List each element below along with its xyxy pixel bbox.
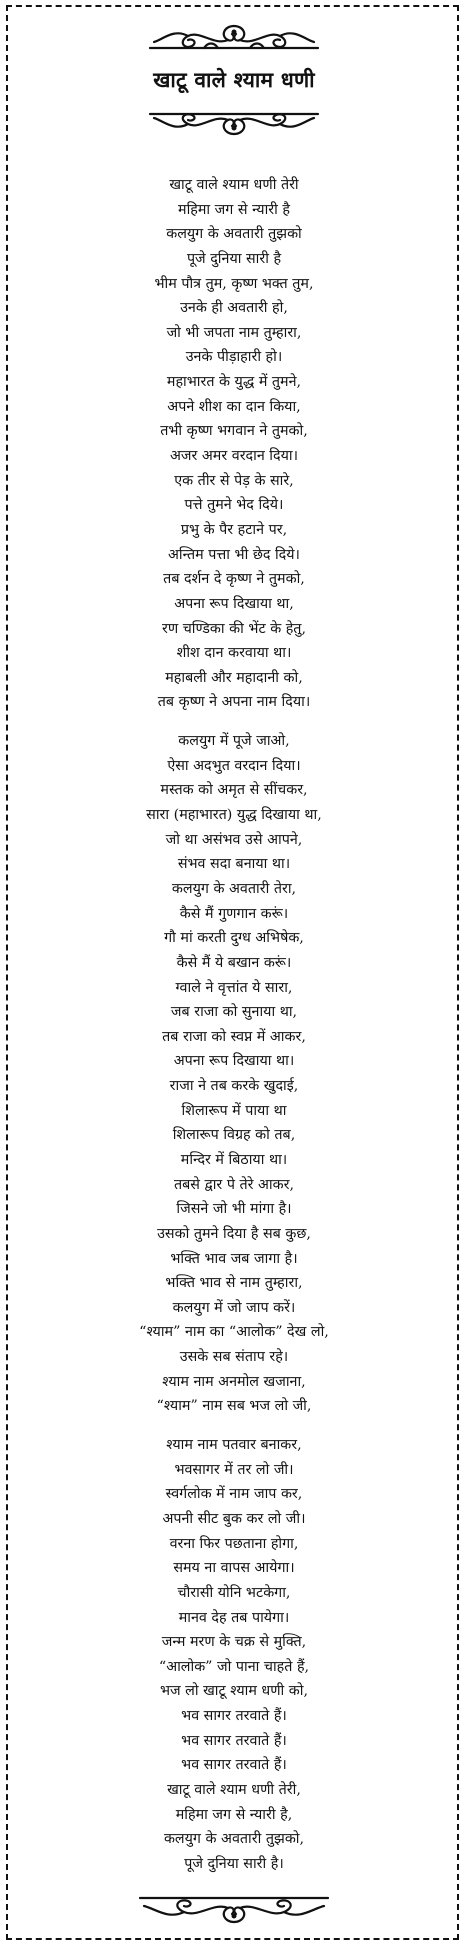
poem-line: पूजे दुनिया सारी है — [186, 250, 282, 267]
poem-line: एक तीर से पेड़ के सारे, — [174, 472, 294, 489]
poem-line: राजा ने तब करके खुदाई, — [169, 1078, 299, 1095]
poem-line: प्रभु के पैर हटाने पर, — [180, 521, 288, 538]
poem-line: श्याम नाम अनमोल खजाना, — [162, 1373, 306, 1390]
poem-line: कलयुग के अवतारी तुझको — [166, 226, 302, 243]
poem-line: भव सागर तरवाते हैं। — [181, 1708, 287, 1725]
poem-line: ऐसा अदभुत वरदान दिया। — [167, 757, 301, 774]
poem-line: शीश दान करवाया था। — [176, 645, 292, 662]
poem-line: खाटू वाले श्याम धणी तेरी, — [167, 1782, 301, 1798]
poem-line: अपनी सीट बुक कर लो जी। — [162, 1510, 306, 1527]
poem-line: भक्ति भाव से नाम तुम्हारा, — [165, 1275, 303, 1292]
poem-line: तबसे द्वार पे तेरे आकर, — [173, 1176, 295, 1193]
poem-line: पूजे दुनिया सारी है। — [184, 1855, 284, 1872]
poem-line: जो भी जपता नाम तुम्हारा, — [166, 324, 302, 341]
poem-line: “श्याम” नाम का “आलोक” देख लो, — [139, 1324, 329, 1341]
poem-body — [0, 173, 468, 1877]
poem-line: सारा (महाभारत) युद्ध दिखाया था, — [146, 807, 322, 824]
poem-line: महाबली और महादानी को, — [165, 669, 303, 686]
poem-line: महिमा जग से न्यारी है, — [175, 1806, 293, 1823]
poem-line: तभी कृष्ण भगवान ने तुमको, — [160, 423, 308, 440]
poem-line: कैसे मैं ये बखान करूं। — [176, 954, 292, 971]
poem-line: कैसे मैं गुणगान करूं। — [179, 905, 289, 922]
poem-line: मन्दिर में बिठाया था। — [180, 1151, 288, 1168]
poem-line: तब राजा को स्वप्न में आकर, — [162, 1028, 306, 1045]
top-flourish-ornament — [0, 20, 468, 56]
title-underline-flourish-ornament — [0, 110, 468, 138]
poem-line: भव सागर तरवाते हैं। — [181, 1757, 287, 1774]
poem-line: संभव सदा बनाया था। — [177, 856, 291, 873]
poem-line: श्याम नाम पतवार बनाकर, — [166, 1437, 302, 1454]
poem-line: मस्तक को अमृत से सींचकर, — [160, 782, 308, 799]
poem-line: भवसागर में तर लो जी। — [174, 1461, 294, 1478]
poem-line: खाटू वाले श्याम धणी तेरी — [169, 177, 299, 193]
poem-line: उनके ही अवतारी हो, — [180, 300, 288, 317]
poem-line: भीम पौत्र तुम, कृष्ण भक्त तुम, — [154, 275, 314, 292]
poem-line: पत्ते तुमने भेद दिये। — [184, 497, 284, 514]
poem-line: जब राजा को सुनाया था, — [170, 1004, 298, 1021]
poem-line: उसके सब संताप रहे। — [179, 1349, 289, 1366]
poem-line: कलयुग में पूजे जाओ, — [178, 733, 290, 750]
poem-line: भव सागर तरवाते हैं। — [181, 1732, 287, 1749]
poem-line: उसको तुमने दिया है सब कुछ, — [157, 1225, 311, 1242]
poem-line: रण चण्डिका की भेंट के हेतु, — [161, 620, 306, 637]
poem-line: अपने शीश का दान किया, — [167, 398, 301, 415]
poem-line: स्वर्गलोक में नाम जाप कर, — [165, 1486, 303, 1503]
poem-line: गौ मां करती दुग्ध अभिषेक, — [164, 930, 304, 947]
poem-line: अपना रूप दिखाया था। — [173, 1053, 295, 1070]
poem-line: कलयुग के अवतारी तुझको, — [163, 1831, 305, 1848]
poem-line: भक्ति भाव जब जागा है। — [170, 1250, 298, 1267]
poem-line: महाभारत के युद्ध में तुमने, — [166, 374, 302, 391]
poem-line: कलयुग में जो जाप करें। — [172, 1299, 296, 1316]
poem-line: जन्म मरण के चक्र से मुक्ति, — [161, 1634, 307, 1651]
poem-line: चौरासी योनि भटकेगा, — [177, 1584, 291, 1601]
poem-line: “श्याम” नाम सब भज लो जी, — [156, 1398, 312, 1415]
poem-line: शिलारूप में पाया था — [181, 1102, 287, 1119]
stanza-3 — [0, 1433, 468, 1877]
poem-line: अन्तिम पत्ता भी छेद दिये। — [168, 546, 300, 563]
poem-line: जिसने जो भी मांगा है। — [176, 1201, 292, 1218]
page-title: खाटू वाले श्याम धणी — [153, 67, 315, 92]
poem-line: ग्वाले ने वृत्तांत ये सारा, — [175, 979, 293, 996]
poem-line: उनके पीड़ाहारी हो। — [185, 349, 283, 366]
poem-line: समय ना वापस आयेगा। — [173, 1560, 295, 1577]
poem-line: मानव देह तब पायेगा। — [178, 1609, 290, 1626]
poem-line: शिलारूप विग्रह को तब, — [172, 1127, 296, 1144]
stanza-2 — [0, 729, 468, 1419]
poem-line: जो था असंभव उसे आपने, — [165, 831, 303, 848]
bottom-flourish-ornament — [0, 1892, 468, 1928]
poem-line: भज लो खाटू श्याम धणी को, — [159, 1683, 309, 1700]
stanza-1 — [0, 173, 468, 715]
poem-line: वरना फिर पछताना होगा, — [169, 1535, 299, 1552]
poem-line: अजर अमर वरदान दिया। — [169, 448, 299, 465]
poem-line: तब कृष्ण ने अपना नाम दिया। — [157, 694, 311, 711]
poem-line: महिमा जग से न्यारी है — [178, 201, 290, 218]
poem-line: कलयुग के अवतारी तेरा, — [171, 880, 297, 897]
poem-line: “आलोक” जो पाना चाहते हैं, — [158, 1658, 310, 1675]
poem-line: अपना रूप दिखाया था, — [174, 595, 294, 612]
poem-line: तब दर्शन दे कृष्ण ने तुमको, — [163, 571, 305, 588]
